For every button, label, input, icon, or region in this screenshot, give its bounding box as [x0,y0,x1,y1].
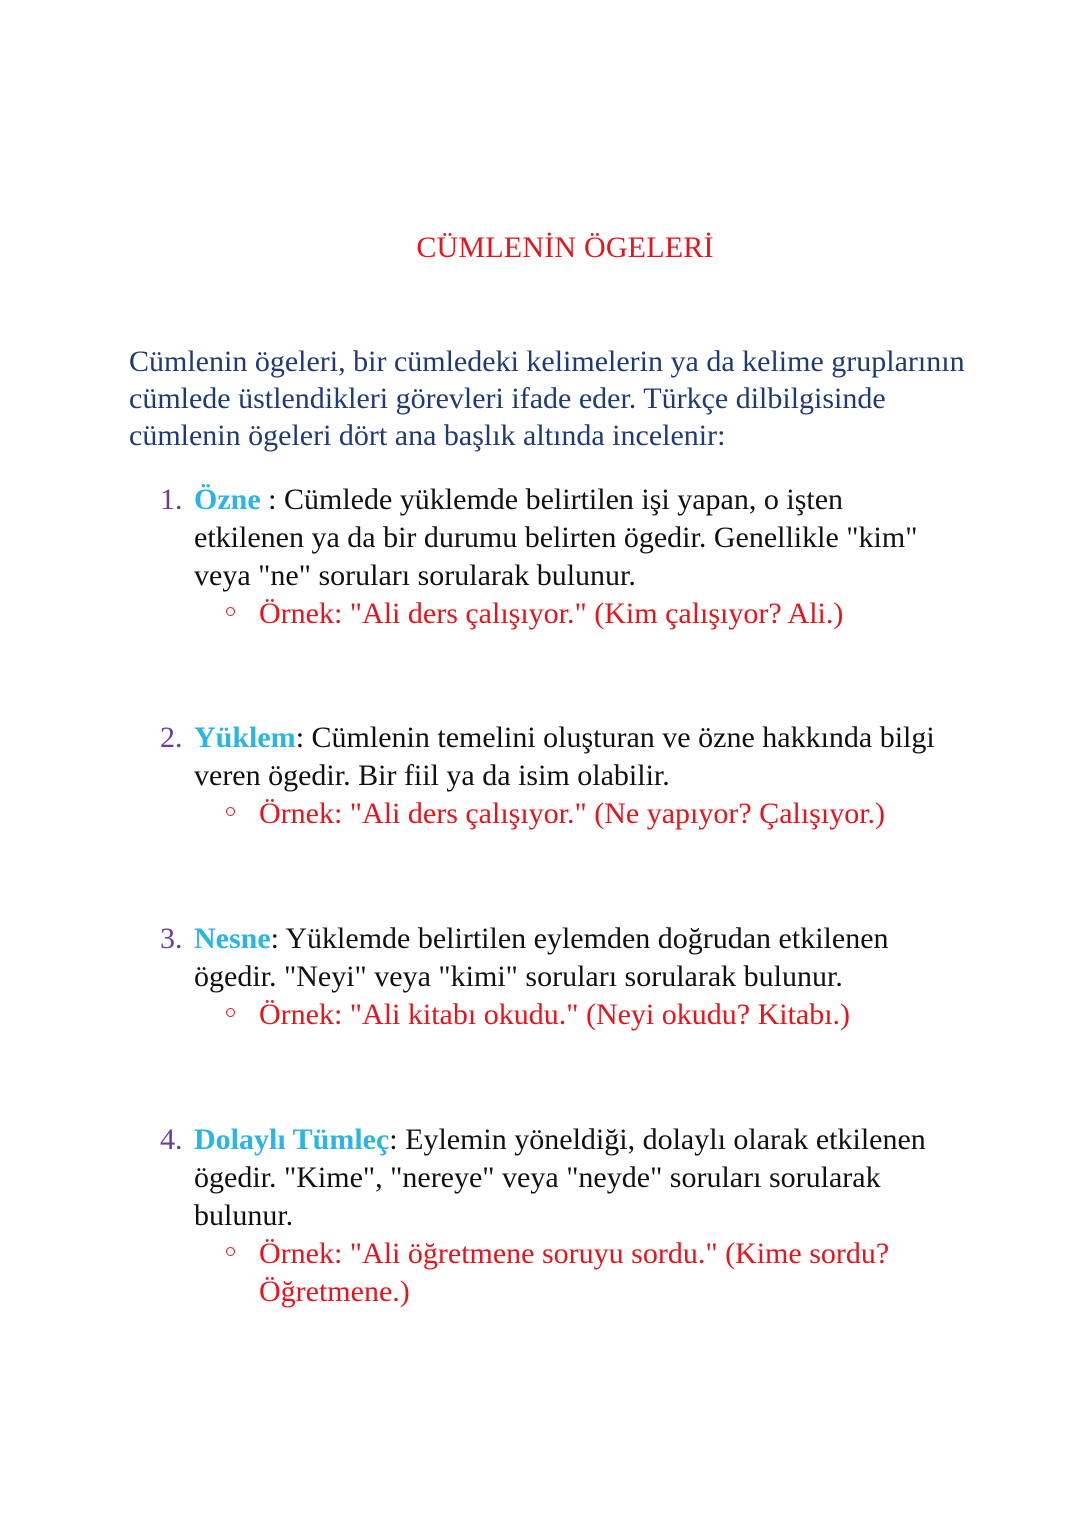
page-title: CÜMLENİN ÖGELERİ [416,231,714,264]
list-item-yuklem [160,719,960,833]
list-item-nesne [160,920,960,1034]
example-text: Örnek: "Ali ders çalışıyor." (Ne yapıyor? Çalışıyor.) [259,797,886,830]
term-definition: : Cümlede yüklemde belirtilen işi yapan, o işten etkilenen ya da bir durumu belirten ögedir. Genellikle "kim" veya "ne" soruları sorularak bulunur. [194,483,918,592]
term-label: Nesne [194,922,271,955]
list-number: 2. [160,721,183,754]
term-label: Yüklem [194,721,296,754]
example-text: Örnek: "Ali ders çalışıyor." (Kim çalışıyor? Ali.) [259,597,844,630]
list-number: 1. [160,483,183,516]
example-text: Örnek: "Ali öğretmene soruyu sordu." (Kime sordu? Öğretmene.) [259,1237,890,1308]
list-item-body [194,481,960,595]
list-item-body [194,1121,960,1235]
list-item-body [194,719,960,795]
example-line [259,996,960,1034]
circle-bullet-icon [226,1008,235,1017]
example-line [259,595,960,633]
list-number: 4. [160,1123,183,1156]
example-line [259,1235,960,1311]
list-item-ozne [160,481,960,633]
term-definition: : Eylemin yöneldiği, dolaylı olarak etkilenen ögedir. "Kime", "nereye" veya "neyde" soruları sorularak bulunur. [194,1123,926,1232]
circle-bullet-icon [226,807,235,816]
list-item-body [194,920,960,996]
term-label: Dolaylı Tümleç [194,1123,390,1156]
intro-paragraph: Cümlenin ögeleri, bir cümledeki kelimelerin ya da kelime gruplarının cümlede üstlendikleri görevleri ifade eder. Türkçe dilbilgisinde cümlenin ögeleri dört ana başlık altında incelenir: [129,345,965,452]
list-item-dolayli-tumlec [160,1121,960,1311]
term-definition: : Yüklemde belirtilen eylemden doğrudan etkilenen ögedir. "Neyi" veya "kimi" soruları sorularak bulunur. [194,922,889,993]
example-text: Örnek: "Ali kitabı okudu." (Neyi okudu? Kitabı.) [259,998,851,1031]
example-line [259,795,960,833]
term-label: Özne [194,483,261,516]
term-definition: : Cümlenin temelini oluşturan ve özne hakkında bilgi veren ögedir. Bir fiil ya da isim olabilir. [194,721,935,792]
circle-bullet-icon [226,1247,235,1256]
circle-bullet-icon [226,607,235,616]
list-number: 3. [160,922,183,955]
